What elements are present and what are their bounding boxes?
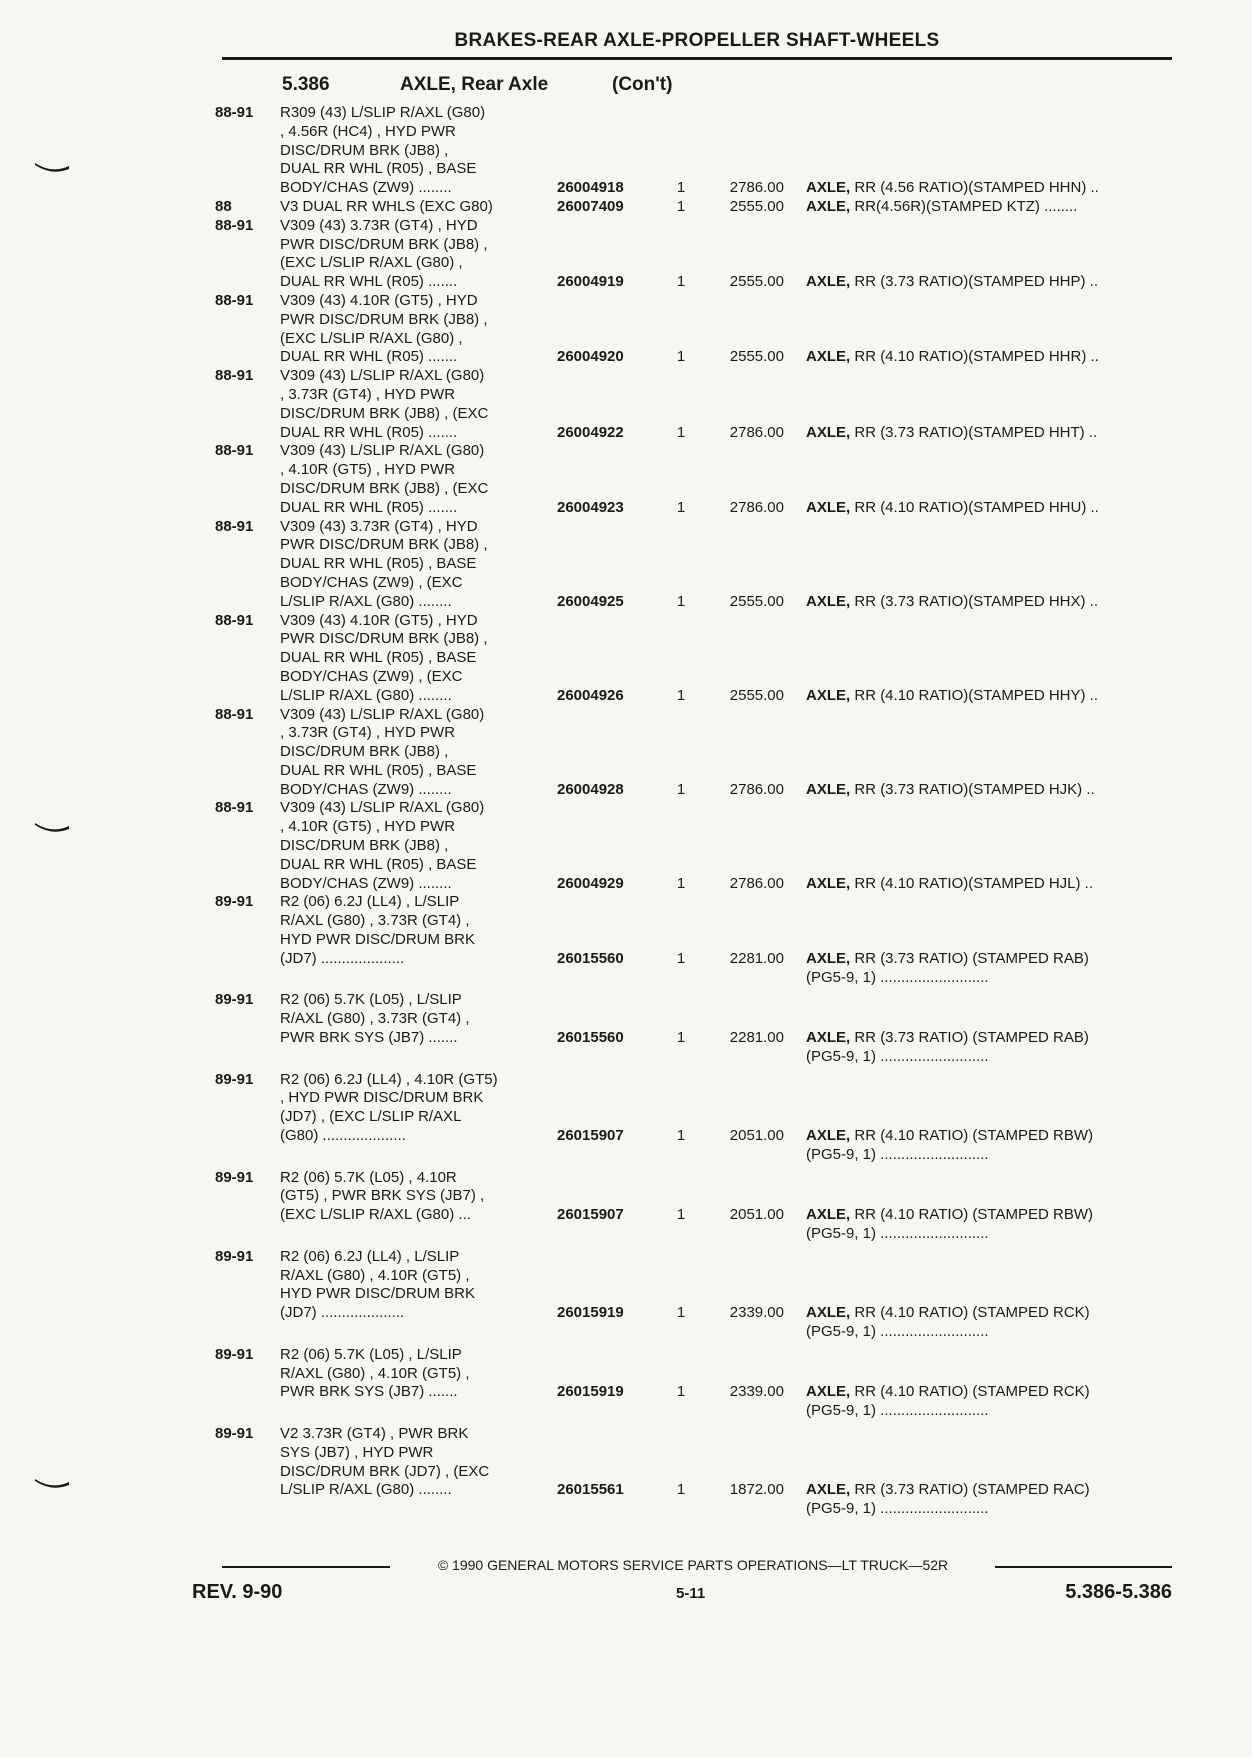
- description-line: DUAL RR WHL (R05) , BASE: [280, 555, 477, 573]
- quantity: 1: [676, 1481, 686, 1499]
- description-line: R2 (06) 6.2J (LL4) , 4.10R (GT5): [280, 1070, 498, 1088]
- description-line: R2 (06) 6.2J (LL4) , L/SLIP: [280, 1247, 460, 1265]
- part-description: AXLE, RR (4.10 RATIO) (STAMPED RCK): [806, 1383, 1090, 1401]
- description-line: PWR BRK SYS (JB7) .......: [280, 1383, 458, 1401]
- description-line: HYD PWR DISC/DRUM BRK: [280, 1285, 476, 1303]
- price: 2786.00: [729, 874, 784, 892]
- description-line: BODY/CHAS (ZW9) ........: [280, 780, 452, 798]
- price: 2281.00: [729, 949, 784, 967]
- description-line: BODY/CHAS (ZW9) ........: [280, 179, 452, 197]
- quantity: 1: [676, 498, 686, 516]
- footer-page-number: 5-11: [676, 1585, 706, 1602]
- footer-section-range: 5.386-5.386: [1065, 1581, 1172, 1603]
- quantity: 1: [676, 592, 686, 610]
- price: 2339.00: [729, 1383, 784, 1401]
- footer-copyright: © 1990 GENERAL MOTORS SERVICE PARTS OPERATIONS—LT TRUCK—52R: [437, 1557, 949, 1573]
- quantity: 1: [676, 874, 686, 892]
- description-line: DUAL RR WHL (R05) .......: [280, 273, 458, 291]
- description-line: DISC/DRUM BRK (JB8) ,: [280, 743, 449, 761]
- model-years: 88-91: [215, 705, 254, 723]
- description-line: DUAL RR WHL (R05) , BASE: [280, 160, 477, 178]
- description-line: (EXC L/SLIP R/AXL (G80) ,: [280, 254, 463, 272]
- description-line: (G80) ....................: [280, 1127, 406, 1145]
- quantity: 1: [676, 179, 686, 197]
- section-number: 5.386: [282, 74, 330, 95]
- part-description: AXLE, RR (4.10 RATIO) (STAMPED RBW): [806, 1206, 1093, 1224]
- description-line: , 3.73R (GT4) , HYD PWR: [280, 385, 456, 403]
- quantity: 1: [676, 780, 686, 798]
- binder-mark: [34, 820, 70, 834]
- model-years: 89-91: [215, 1345, 254, 1363]
- model-years: 89-91: [215, 893, 254, 911]
- price: 2555.00: [729, 592, 784, 610]
- application-description: [280, 217, 555, 292]
- part-description: AXLE, RR (3.73 RATIO) (STAMPED RAB): [806, 949, 1089, 967]
- description-line: (JD7) ....................: [280, 1304, 405, 1322]
- description-line: DUAL RR WHL (R05) , BASE: [280, 761, 477, 779]
- application-description: [280, 706, 555, 800]
- description-line: R/AXL (G80) , 3.73R (GT4) ,: [280, 912, 470, 930]
- description-line: V309 (43) L/SLIP R/AXL (G80): [280, 367, 485, 385]
- description-line: DISC/DRUM BRK (JD7) , (EXC: [280, 1462, 490, 1480]
- description-line: R/AXL (G80) , 3.73R (GT4) ,: [280, 1010, 470, 1028]
- part-entry: [0, 198, 1252, 217]
- description-line: BODY/CHAS (ZW9) , (EXC: [280, 667, 463, 685]
- part-entry: [0, 1425, 1252, 1523]
- quantity: 1: [676, 197, 686, 215]
- footer-rule-left: [222, 1566, 390, 1568]
- description-line: R2 (06) 5.7K (L05) , L/SLIP: [280, 991, 462, 1009]
- part-entry: [0, 292, 1252, 367]
- part-description: AXLE, RR (4.10 RATIO)(STAMPED HHU) ..: [806, 498, 1099, 516]
- price: 2555.00: [729, 686, 784, 704]
- quantity: 1: [676, 949, 686, 967]
- description-line: DISC/DRUM BRK (JB8) ,: [280, 837, 449, 855]
- description-line: DISC/DRUM BRK (JB8) , (EXC: [280, 404, 489, 422]
- part-entry: [0, 1071, 1252, 1169]
- quantity: 1: [676, 423, 686, 441]
- part-description: AXLE, RR (4.56 RATIO)(STAMPED HHN) ..: [806, 179, 1099, 197]
- part-number: 26007409: [557, 197, 624, 215]
- quantity: 1: [676, 686, 686, 704]
- model-years: 89-91: [215, 1424, 254, 1442]
- part-description: AXLE, RR (3.73 RATIO) (STAMPED RAB): [806, 1029, 1089, 1047]
- price: 2786.00: [729, 780, 784, 798]
- price: 2555.00: [729, 273, 784, 291]
- part-description: AXLE, RR (3.73 RATIO)(STAMPED HHX) ..: [806, 592, 1098, 610]
- price: 2051.00: [729, 1206, 784, 1224]
- header-rule: [222, 57, 1172, 60]
- quantity: 1: [676, 348, 686, 366]
- page-header: BRAKES-REAR AXLE-PROPELLER SHAFT-WHEELS: [454, 30, 940, 51]
- application-description: [280, 991, 555, 1047]
- part-number: 26015907: [557, 1127, 624, 1145]
- price: 2281.00: [729, 1029, 784, 1047]
- description-line: DUAL RR WHL (R05) , BASE: [280, 649, 477, 667]
- description-line: L/SLIP R/AXL (G80) ........: [280, 592, 452, 610]
- part-description: AXLE, RR (4.10 RATIO) (STAMPED RCK): [806, 1304, 1090, 1322]
- application-description: [280, 198, 555, 217]
- description-line: SYS (JB7) , HYD PWR: [280, 1443, 434, 1461]
- price: 1872.00: [729, 1481, 784, 1499]
- description-line: V2 3.73R (GT4) , PWR BRK: [280, 1424, 469, 1442]
- part-description-continued: (PG5-9, 1) ..........................: [806, 1323, 989, 1340]
- description-line: , 3.73R (GT4) , HYD PWR: [280, 724, 456, 742]
- part-entry: [0, 217, 1252, 292]
- part-description: AXLE, RR (3.73 RATIO)(STAMPED HJK) ..: [806, 780, 1095, 798]
- price: 2051.00: [729, 1127, 784, 1145]
- quantity: 1: [676, 1383, 686, 1401]
- description-line: , 4.56R (HC4) , HYD PWR: [280, 122, 456, 140]
- description-line: , HYD PWR DISC/DRUM BRK: [280, 1089, 484, 1107]
- footer-rule-right: [995, 1566, 1172, 1568]
- description-line: DUAL RR WHL (R05) , BASE: [280, 855, 477, 873]
- description-line: V309 (43) 4.10R (GT5) , HYD: [280, 291, 478, 309]
- price: 2555.00: [729, 348, 784, 366]
- description-line: L/SLIP R/AXL (G80) ........: [280, 686, 452, 704]
- part-entry: [0, 706, 1252, 800]
- part-number: 26015919: [557, 1383, 624, 1401]
- part-description: AXLE, RR (3.73 RATIO)(STAMPED HHT) ..: [806, 423, 1098, 441]
- part-entry: [0, 1169, 1252, 1248]
- description-line: R309 (43) L/SLIP R/AXL (G80): [280, 104, 486, 121]
- part-description: AXLE, RR (3.73 RATIO)(STAMPED HHP) ..: [806, 273, 1098, 291]
- part-number: 26004920: [557, 348, 624, 366]
- description-line: (EXC L/SLIP R/AXL (G80) ...: [280, 1206, 471, 1224]
- part-description-continued: (PG5-9, 1) ..........................: [806, 1402, 989, 1420]
- part-description-continued: (PG5-9, 1) ..........................: [806, 1145, 989, 1163]
- part-entry: [0, 442, 1252, 517]
- section-title: [282, 74, 672, 96]
- part-number: 26015561: [557, 1481, 624, 1499]
- part-entry: [0, 893, 1252, 991]
- description-line: V309 (43) L/SLIP R/AXL (G80): [280, 442, 485, 460]
- part-number: 26004919: [557, 273, 624, 291]
- description-line: V309 (43) L/SLIP R/AXL (G80): [280, 799, 485, 817]
- price: 2786.00: [729, 498, 784, 516]
- description-line: PWR DISC/DRUM BRK (JB8) ,: [280, 630, 488, 648]
- description-line: (GT5) , PWR BRK SYS (JB7) ,: [280, 1187, 485, 1205]
- model-years: 88-91: [215, 104, 254, 121]
- part-number: 26015919: [557, 1304, 624, 1322]
- description-line: V3 DUAL RR WHLS (EXC G80): [280, 197, 493, 215]
- application-description: [280, 442, 555, 517]
- application-description: [280, 1071, 555, 1146]
- description-line: R2 (06) 5.7K (L05) , 4.10R: [280, 1168, 457, 1186]
- model-years: 89-91: [215, 991, 254, 1009]
- description-line: R2 (06) 5.7K (L05) , L/SLIP: [280, 1345, 462, 1363]
- part-description: AXLE, RR (3.73 RATIO) (STAMPED RAC): [806, 1481, 1090, 1499]
- description-line: L/SLIP R/AXL (G80) ........: [280, 1481, 452, 1499]
- part-entry: [0, 799, 1252, 893]
- application-description: [280, 612, 555, 706]
- price: 2339.00: [729, 1304, 784, 1322]
- model-years: 88-91: [215, 367, 254, 385]
- description-line: (JD7) , (EXC L/SLIP R/AXL: [280, 1108, 462, 1126]
- parts-list: [0, 104, 1252, 1523]
- part-description-continued: (PG5-9, 1) ..........................: [806, 1225, 989, 1243]
- model-years: 88-91: [215, 517, 254, 535]
- description-line: R/AXL (G80) , 4.10R (GT5) ,: [280, 1266, 470, 1284]
- description-line: V309 (43) 3.73R (GT4) , HYD: [280, 517, 478, 535]
- description-line: DUAL RR WHL (R05) .......: [280, 423, 458, 441]
- part-entry: [0, 1346, 1252, 1425]
- application-description: [280, 1425, 555, 1500]
- description-line: (EXC L/SLIP R/AXL (G80) ,: [280, 329, 463, 347]
- part-number: 26004929: [557, 874, 624, 892]
- quantity: 1: [676, 1304, 686, 1322]
- binder-mark: [34, 160, 70, 174]
- part-description: AXLE, RR (4.10 RATIO)(STAMPED HJL) ..: [806, 874, 1093, 892]
- description-line: DUAL RR WHL (R05) .......: [280, 498, 458, 516]
- description-line: DUAL RR WHL (R05) .......: [280, 348, 458, 366]
- price: 2555.00: [729, 197, 784, 215]
- part-number: 26004928: [557, 780, 624, 798]
- part-number: 26004923: [557, 498, 624, 516]
- application-description: [280, 1169, 555, 1225]
- part-number: 26004926: [557, 686, 624, 704]
- application-description: [280, 799, 555, 893]
- application-description: [280, 893, 555, 968]
- description-line: R/AXL (G80) , 4.10R (GT5) ,: [280, 1364, 470, 1382]
- binder-mark: [34, 1476, 70, 1490]
- model-years: 89-91: [215, 1070, 254, 1088]
- part-number: 26004925: [557, 592, 624, 610]
- description-line: DISC/DRUM BRK (JB8) ,: [280, 141, 449, 159]
- description-line: PWR DISC/DRUM BRK (JB8) ,: [280, 536, 488, 554]
- model-years: 88-91: [215, 442, 254, 460]
- description-line: DISC/DRUM BRK (JB8) , (EXC: [280, 479, 489, 497]
- part-description: AXLE, RR (4.10 RATIO)(STAMPED HHR) ..: [806, 348, 1099, 366]
- model-years: 88-91: [215, 291, 254, 309]
- application-description: [280, 367, 555, 442]
- part-number: 26004918: [557, 179, 624, 197]
- part-number: 26004922: [557, 423, 624, 441]
- part-number: 26015907: [557, 1206, 624, 1224]
- description-line: (JD7) ....................: [280, 949, 405, 967]
- quantity: 1: [676, 1127, 686, 1145]
- part-description: AXLE, RR (4.10 RATIO)(STAMPED HHY) ..: [806, 686, 1098, 704]
- part-number: 26015560: [557, 1029, 624, 1047]
- part-entry: [0, 518, 1252, 612]
- application-description: [280, 292, 555, 367]
- description-line: V309 (43) L/SLIP R/AXL (G80): [280, 705, 485, 723]
- part-description: AXLE, RR (4.10 RATIO) (STAMPED RBW): [806, 1127, 1093, 1145]
- quantity: 1: [676, 273, 686, 291]
- price: 2786.00: [729, 179, 784, 197]
- part-entry: [0, 367, 1252, 442]
- part-number: 26015560: [557, 949, 624, 967]
- application-description: [280, 1248, 555, 1323]
- description-line: , 4.10R (GT5) , HYD PWR: [280, 818, 456, 836]
- model-years: 88: [215, 197, 232, 215]
- model-years: 88-91: [215, 799, 254, 817]
- description-line: , 4.10R (GT5) , HYD PWR: [280, 461, 456, 479]
- part-description: AXLE, RR(4.56R)(STAMPED KTZ) ........: [806, 197, 1078, 215]
- part-entry: [0, 612, 1252, 706]
- description-line: PWR DISC/DRUM BRK (JB8) ,: [280, 235, 488, 253]
- footer-revision: REV. 9-90: [192, 1581, 283, 1603]
- application-description: [280, 518, 555, 612]
- application-description: [280, 1346, 555, 1402]
- model-years: 88-91: [215, 611, 254, 629]
- description-line: PWR DISC/DRUM BRK (JB8) ,: [280, 310, 488, 328]
- quantity: 1: [676, 1206, 686, 1224]
- price: 2786.00: [729, 423, 784, 441]
- part-description-continued: (PG5-9, 1) ..........................: [806, 1500, 989, 1518]
- model-years: 89-91: [215, 1168, 254, 1186]
- section-continued: (Con't): [612, 74, 673, 95]
- application-description: [280, 104, 555, 198]
- part-entry: [0, 104, 1252, 198]
- section-name: AXLE, Rear Axle: [400, 74, 549, 95]
- part-entry: [0, 991, 1252, 1070]
- model-years: 88-91: [215, 216, 254, 234]
- part-description-continued: (PG5-9, 1) ..........................: [806, 968, 989, 986]
- description-line: PWR BRK SYS (JB7) .......: [280, 1029, 458, 1047]
- description-line: BODY/CHAS (ZW9) ........: [280, 874, 452, 892]
- quantity: 1: [676, 1029, 686, 1047]
- description-line: HYD PWR DISC/DRUM BRK: [280, 931, 476, 949]
- description-line: V309 (43) 4.10R (GT5) , HYD: [280, 611, 478, 629]
- part-description-continued: (PG5-9, 1) ..........................: [806, 1047, 989, 1065]
- description-line: BODY/CHAS (ZW9) , (EXC: [280, 573, 463, 591]
- description-line: V309 (43) 3.73R (GT4) , HYD: [280, 216, 478, 234]
- description-line: R2 (06) 6.2J (LL4) , L/SLIP: [280, 893, 460, 911]
- model-years: 89-91: [215, 1247, 254, 1265]
- part-entry: [0, 1248, 1252, 1346]
